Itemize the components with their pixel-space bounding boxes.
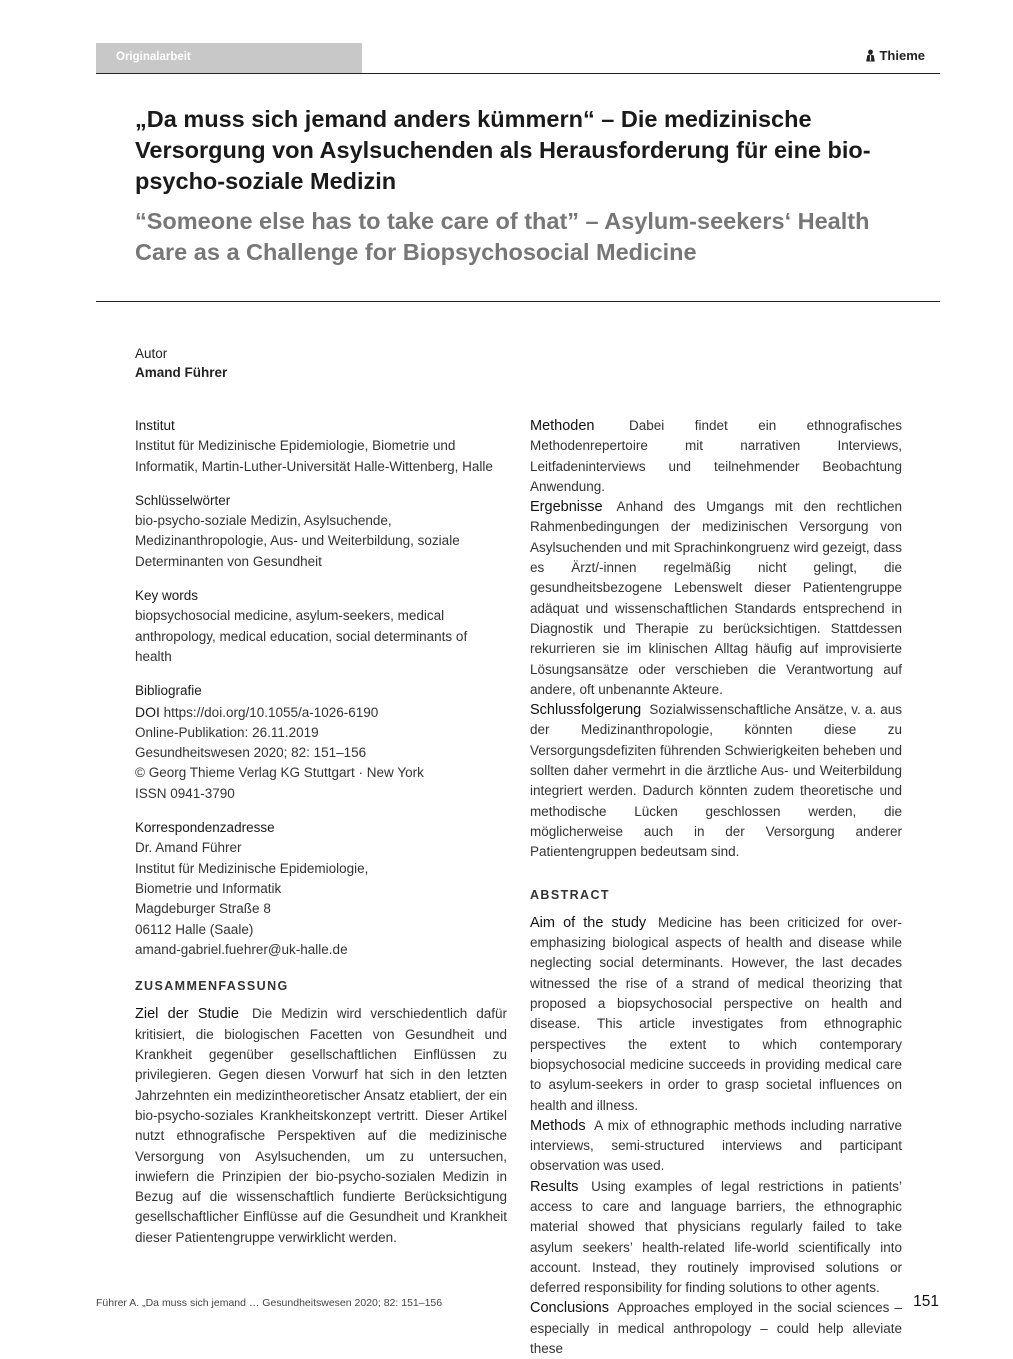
ziel-text: Die Medizin wird verschiedentlich dafür kritisiert, die biologischen Facetten von Gesundheit und Krankheit gegenüber gesellschaftlichen Einflüssen zu privilegieren. Gegen diesen Vorwurf hat sich in den letzten Jahrzehnten ein medizintheoretischer Ansatz etabliert, der ein bio-psycho-soziales Krankheitskonzept vertritt. Dieser Artikel nutzt ethnografische Perspektiven auf die medizinische Versorgung von Asylsuchenden, um zu untersuchen, inwiefern die Prinzipien der bio-psycho-sozialen Medizin in Bezug auf die wissenschaftlich fundierte Berücksichtigung gesellschaftlicher Einflüsse auf die Gesundheit und Krankheit dieser Patientengruppe verwirklicht werden. [135, 1006, 507, 1245]
conclusions-label: Conclusions [530, 1300, 609, 1317]
methods-label: Methods [530, 1117, 586, 1134]
ziel-label: Ziel der Studie [135, 1006, 239, 1023]
online-publication: Online-Publikation: 26.11.2019 [135, 724, 319, 740]
email-link[interactable]: amand-gabriel.fuehrer@uk-halle.de [135, 941, 348, 957]
article-title-english: “Someone else has to take care of that” – Asylum-seekers‘ Health Care as a Challenge for Biopsychosocial Medicine [135, 208, 870, 265]
journal-citation: Gesundheitswesen 2020; 82: 151–156 [135, 745, 367, 761]
ziel-paragraph [135, 1004, 507, 1248]
institut-text: Institut für Medizinische Epidemiologie, Biometrie und Informatik, Martin-Luther-Universität Halle-Wittenberg, Halle [135, 438, 493, 474]
keywords-de-label: Schlüsselwörter [135, 492, 231, 508]
results-paragraph [530, 1177, 902, 1299]
keywords-de-text: bio-psycho-soziale Medizin, Asylsuchende, Medizinanthropologie, Aus- und Weiterbildung, soziale Determinanten von Gesundheit [135, 513, 460, 569]
bibliografie-label: Bibliografie [135, 683, 202, 699]
methoden-label: Methoden [530, 418, 595, 434]
methoden-text: Dabei findet ein ethnografisches Methodenrepertoire mit narrativen Interviews, Leitfadeninterviews und teilnehmender Beobachtung Anwendung. [530, 418, 902, 494]
doi-label: DOI [135, 703, 160, 720]
methoden-paragraph [530, 416, 902, 497]
korrespondenz-line: Institut für Medizinische Epidemiologie, [135, 860, 369, 876]
korrespondenz-line: Biometrie und Informatik [135, 880, 282, 896]
page-number: 151 [913, 1293, 939, 1310]
title-rule [96, 301, 940, 302]
korrespondenz-line: Magdeburger Straße 8 [135, 901, 271, 917]
aim-paragraph [530, 913, 902, 1116]
bibliografie-section [135, 681, 507, 804]
zusammenfassung-heading: ZUSAMMENFASSUNG [135, 979, 289, 994]
korrespondenz-label: Korrespondenzadresse [135, 820, 275, 836]
publisher-brand [865, 48, 925, 63]
conclusions-text: Approaches employed in the social sciences – especially in medical anthropology – could help alleviate these [530, 1300, 902, 1357]
methods-paragraph [530, 1116, 902, 1177]
right-column [530, 416, 902, 1359]
article-title-german: „Da muss sich jemand anders kümmern“ – Die medizinische Versorgung von Asylsuchenden als Herausforderung für eine bio-psycho-soziale Medizin [135, 106, 871, 194]
author-name: Amand Führer [135, 365, 228, 380]
keywords-en-text: biopsychosocial medicine, asylum-seekers, medical anthropology, medical education, social determinants of health [135, 608, 468, 664]
left-column [135, 416, 507, 1248]
korrespondenz-line: 06112 Halle (Saale) [135, 921, 254, 937]
doi-line [135, 702, 507, 723]
copyright: © Georg Thieme Verlag KG Stuttgart · New York [135, 765, 424, 781]
methods-text: A mix of ethnographic methods including narrative interviews, semi-structured interviews and participant observation was used. [530, 1117, 903, 1174]
institut-section [135, 416, 507, 477]
issn: ISSN 0941-3790 [135, 785, 235, 801]
publisher-name: Thieme [879, 48, 925, 63]
institut-label: Institut [135, 418, 175, 433]
schluss-paragraph [530, 700, 902, 862]
korrespondenz-section [135, 818, 507, 960]
thieme-logo-icon [865, 49, 876, 62]
ergebnisse-paragraph [530, 497, 902, 700]
korrespondenz-line: Dr. Amand Führer [135, 840, 242, 856]
doi-link[interactable]: https://doi.org/10.1055/a-1026-6190 [163, 704, 379, 720]
ergebnisse-text: Anhand des Umgangs mit den rechtlichen Rahmenbedingungen der medizinischen Versorgung von Asylsuchenden und mit Sprachinkongruenz wird gezeigt, dass es Ärzt/-innen regelmäßig nicht gelingt, die gesundheitsbezogene Lebenswelt dieser Patientengruppe adäquat und wissenschaftlichen Standards entsprechend in Diagnostik und Therapie zu berücksichtigen. Stattdessen rekurrieren sie im klinischen Alltag häufig auf improvisierte Lösungsansätze oder verschieben die Verantwortung auf andere, oft unbenannte Akteure. [530, 499, 902, 697]
aim-label: Aim of the study [530, 914, 647, 931]
section-label: Originalarbeit [96, 43, 362, 74]
keywords-de-section [135, 491, 507, 572]
author-label: Autor [135, 346, 168, 361]
results-label: Results [530, 1178, 579, 1195]
header-rule [96, 73, 940, 74]
keywords-en-label: Key words [135, 588, 199, 604]
author-block [135, 344, 227, 382]
aim-text: Medicine has been criticized for over-emphasizing biological aspects of health and disease while neglecting social determinants. However, the last decades witnessed the rise of a strand of medical theorizing that proposed a biopsychosocial perspective on health and disease. This article investigates from ethnographic perspectives the extent to which contemporary biopsychosocial medicine succeeds in providing medical care to asylum-seekers in order to grasp societal influences on health and illness. [530, 914, 902, 1113]
schluss-label: Schlussfolgerung [530, 702, 642, 719]
results-text: Using examples of legal restrictions in patients’ access to care and language barriers, the ethnographic material showed that physicians regularly failed to take asylum seekers’ health-related life-world scientifically into account. Instead, they routinely improvised solutions or deferred responsibility for finding solutions to other agents. [530, 1178, 902, 1296]
schluss-text: Sozialwissenschaftliche Ansätze, v. a. aus der Medizinanthropologie, könnten diese zu Versorgungsdefiziten führenden Schwierigkeiten beheben und sollten daher vermehrt in die ärztliche Aus- und Weiterbildung integriert werden. Dadurch könnten zudem theoretische und methodische Lücken geschlossen werden, die möglicherweise auch in der Versorgung anderer Patientengruppen bedeutsam sind. [530, 702, 902, 860]
ergebnisse-label: Ergebnisse [530, 499, 603, 516]
footer-citation: Führer A. „Da muss sich jemand … Gesundheitswesen 2020; 82: 151–156 [96, 1297, 443, 1309]
keywords-en-section [135, 586, 507, 667]
abstract-heading: ABSTRACT [530, 887, 610, 902]
